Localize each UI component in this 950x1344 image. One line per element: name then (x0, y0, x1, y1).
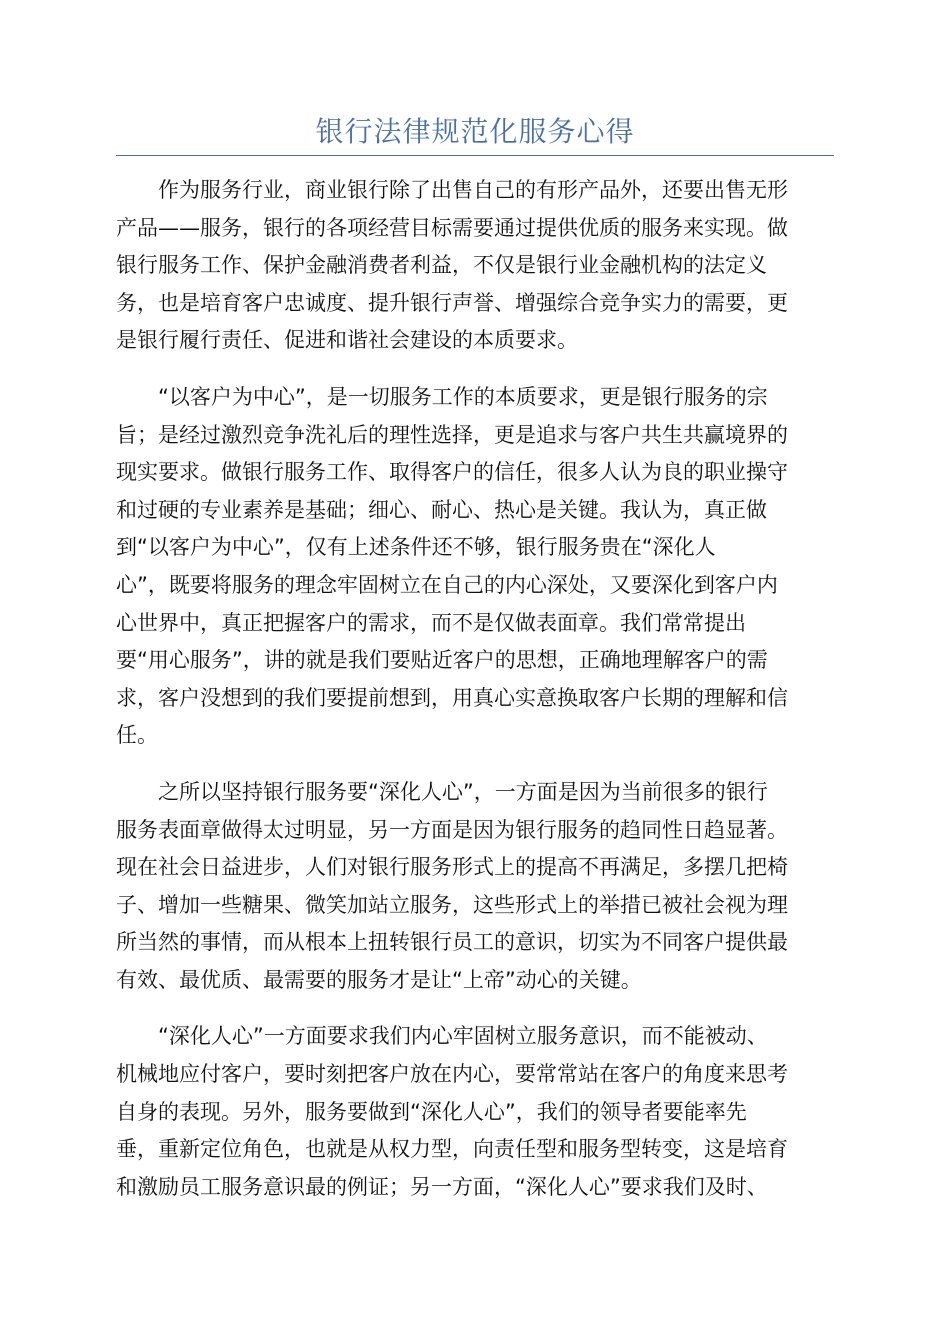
paragraph-line: 自身的表现。另外，服务要做到“深化人心”，我们的领导者要能率先 (116, 1099, 747, 1124)
paragraph-line: 所当然的事情，而从根本上扭转银行员工的意识，切实为不同客户提供最 (116, 930, 788, 955)
paragraph-line: 旨；是经过激烈竞争洗礼后的理性选择，更是追求与客户共生共赢境界的 (116, 422, 788, 447)
paragraph-line: “深化人心”一方面要求我们内心牢固树立服务意识，而不能被动、 (158, 1024, 768, 1049)
paragraph-line: 垂，重新定位角色，也就是从权力型，向责任型和服务型转变，这是培育 (116, 1137, 788, 1162)
title-underline (116, 155, 834, 156)
paragraph-line: 到“以客户为中心”，仅有上述条件还不够，银行服务贵在“深化人 (116, 535, 716, 560)
document-body (116, 172, 834, 1225)
paragraph-4 (116, 1018, 834, 1206)
paragraph-line: 作为服务行业，商业银行除了出售自己的有形产品外，还要出售无形 (158, 178, 788, 202)
paragraph-line: 求，客户没想到的我们要提前想到，用真心实意换取客户长期的理解和信 (116, 685, 788, 710)
paragraph-line: 要“用心服务”，讲的就是我们要贴近客户的思想，正确地理解客户的需 (116, 648, 768, 673)
paragraph-line: 银行服务工作、保护金融消费者利益，不仅是银行业金融机构的法定义 (116, 253, 767, 278)
paragraph-1 (116, 172, 834, 360)
paragraph-line: 机械地应付客户，要时刻把客户放在内心，要常常站在客户的角度来思考 (116, 1062, 788, 1087)
paragraph-line: 子、增加一些糖果、微笑加站立服务，这些形式上的举措已被社会视为理 (116, 892, 788, 917)
paragraph-line: 任。 (116, 723, 158, 748)
paragraph-line: 现实要求。做银行服务工作、取得客户的信任，很多人认为良的职业操守 (116, 460, 788, 485)
paragraph-2 (116, 379, 834, 755)
paragraph-line: “以客户为中心”，是一切服务工作的本质要求，更是银行服务的宗 (158, 384, 768, 409)
paragraph-line: 现在社会日益进步，人们对银行服务形式上的提高不再满足，多摆几把椅 (116, 855, 788, 880)
paragraph-line: 是银行履行责任、促进和谐社会建设的本质要求。 (116, 328, 578, 353)
paragraph-line: 之所以坚持银行服务要“深化人心”，一方面是因为当前很多的银行 (158, 779, 768, 804)
paragraph-line: 心世界中，真正把握客户的需求，而不是仅做表面章。我们常常提出 (116, 610, 746, 635)
paragraph-line: 心”，既要将服务的理念牢固树立在自己的内心深处，又要深化到客户内 (116, 572, 778, 597)
document-title: 银行法律规范化服务心得 (315, 115, 635, 148)
paragraph-line: 产品——服务，银行的各项经营目标需要通过提供优质的服务来实现。做 (116, 215, 788, 240)
paragraph-line: 务，也是培育客户忠诚度、提升银行声誉、增强综合竞争实力的需要，更 (116, 290, 788, 315)
paragraph-line: 和激励员工服务意识最的例证；另一方面，“深化人心”要求我们及时、 (116, 1174, 768, 1199)
paragraph-line: 服务表面章做得太过明显，另一方面是因为银行服务的趋同性日趋显著。 (116, 817, 788, 842)
paragraph-line: 有效、最优质、最需要的服务才是让“上帝”动心的关键。 (116, 967, 642, 992)
paragraph-3 (116, 774, 834, 1000)
paragraph-line: 和过硬的专业素养是基础；细心、耐心、热心是关键。我认为，真正做 (116, 497, 767, 522)
